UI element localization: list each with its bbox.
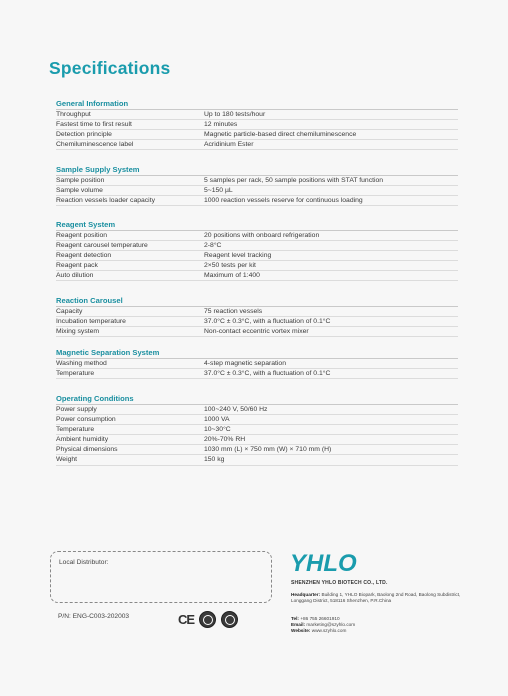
email-label: Email: <box>291 622 306 628</box>
spec-value: 4-step magnetic separation <box>204 360 286 367</box>
spec-key: Temperature <box>56 426 95 434</box>
spec-value: 2-8°C <box>204 242 222 250</box>
spec-key: Power consumption <box>56 416 116 424</box>
section-heading: General Information <box>56 98 458 110</box>
spec-row <box>56 359 458 369</box>
spec-value: 20%-70% RH <box>204 436 246 444</box>
spec-value: Reagent level tracking <box>204 252 272 260</box>
spec-section <box>56 164 458 206</box>
spec-key: Detection principle <box>56 131 112 139</box>
spec-key: Reagent carousel temperature <box>56 242 148 250</box>
contact-block <box>291 616 471 635</box>
spec-row <box>56 251 458 261</box>
yhlo-logo <box>290 549 370 580</box>
spec-value: 1000 VA <box>204 416 230 424</box>
section-heading: Sample Supply System <box>56 164 458 176</box>
spec-row <box>56 435 458 445</box>
company-name: SHENZHEN YHLO BIOTECH CO., LTD. <box>291 580 388 586</box>
spec-row <box>56 271 458 281</box>
page-title: Specifications <box>49 58 171 78</box>
spec-row <box>56 317 458 327</box>
spec-value: Maximum of 1:400 <box>204 272 260 280</box>
tel-value: +86 755 26601910 <box>300 616 340 621</box>
spec-row <box>56 186 458 196</box>
spec-value: 12 minutes <box>204 121 238 129</box>
spec-key: Reagent position <box>56 232 108 239</box>
spec-section <box>56 393 458 466</box>
spec-key: Reagent detection <box>56 252 112 260</box>
spec-value: 20 positions with onboard refrigeration <box>204 232 320 239</box>
spec-key: Washing method <box>56 360 107 367</box>
spec-key: Chemiluminescence label <box>56 141 134 149</box>
spec-row <box>56 415 458 425</box>
spec-key: Weight <box>56 456 78 464</box>
hq-label: Headquarter: <box>291 592 321 597</box>
ce-mark: CE <box>178 612 195 627</box>
spec-value: Non-contact eccentric vortex mixer <box>204 328 309 336</box>
spec-row <box>56 130 458 140</box>
spec-row <box>56 307 458 317</box>
spec-row <box>56 369 458 379</box>
spec-row <box>56 455 458 465</box>
tel-label: Tel: <box>291 616 299 621</box>
spec-row <box>56 231 458 241</box>
spec-value: 1000 reaction vessels reserve for continuous loading <box>204 197 363 205</box>
spec-key: Capacity <box>56 308 83 315</box>
certification-marks <box>178 611 238 628</box>
spec-value: 37.0°C ± 0.3°C, with a fluctuation of 0.1°C <box>204 370 331 378</box>
spec-key: Mixing system <box>56 328 100 336</box>
spec-row <box>56 445 458 455</box>
spec-value: 5 samples per rack, 50 sample positions with STAT function <box>204 177 384 184</box>
spec-value: Magnetic particle-based direct chemiluminescence <box>204 131 357 139</box>
spec-value: 100~240 V, 50/60 Hz <box>204 406 268 413</box>
local-distributor-box <box>50 551 272 603</box>
spec-row <box>56 176 458 186</box>
headquarter-address <box>291 592 471 604</box>
spec-key: Fastest time to first result <box>56 121 132 129</box>
section-heading: Reagent System <box>56 219 458 231</box>
part-number: P/N: ENG-C003-202003 <box>58 613 130 620</box>
web-label: Website: <box>291 628 311 634</box>
email-value[interactable]: marketing@szyhlo.com <box>306 622 356 628</box>
section-heading: Magnetic Separation System <box>56 347 458 359</box>
spec-value: 5~150 µL <box>204 187 233 195</box>
spec-section <box>56 219 458 281</box>
spec-value: 10~30°C <box>204 426 231 434</box>
local-distributor-label: Local Distributor: <box>59 559 109 566</box>
spec-row <box>56 327 458 337</box>
spec-value: 75 reaction vessels <box>204 308 263 315</box>
spec-row <box>56 110 458 120</box>
spec-key: Throughput <box>56 111 91 118</box>
spec-key: Auto dilution <box>56 272 94 280</box>
spec-section <box>56 295 458 337</box>
section-heading: Reaction Carousel <box>56 295 458 307</box>
spec-key: Sample position <box>56 177 105 184</box>
spec-row <box>56 196 458 206</box>
spec-key: Power supply <box>56 406 97 413</box>
section-heading: Operating Conditions <box>56 393 458 405</box>
spec-key: Sample volume <box>56 187 103 195</box>
tuv-seal-icon <box>199 611 216 628</box>
spec-value: 150 kg <box>204 456 225 464</box>
web-value[interactable]: www.szyhlo.com <box>311 628 347 634</box>
spec-value: Acridinium Ester <box>204 141 254 149</box>
hq-text: Building 1, YHLO Biopark, Baolong 2nd Road, Baolong Subdistrict, Longgang District, 518116 Shenzhen, P.R.China <box>291 592 461 604</box>
spec-value: 2×50 tests per kit <box>204 262 256 270</box>
spec-key: Physical dimensions <box>56 446 118 454</box>
spec-value: Up to 180 tests/hour <box>204 111 266 118</box>
spec-row <box>56 140 458 150</box>
spec-row <box>56 120 458 130</box>
spec-row <box>56 261 458 271</box>
spec-row <box>56 425 458 435</box>
spec-key: Reagent pack <box>56 262 98 270</box>
tuv-seal-icon-2 <box>221 611 238 628</box>
spec-key: Ambient humidity <box>56 436 109 444</box>
spec-key: Incubation temperature <box>56 318 126 326</box>
spec-value: 37.0°C ± 0.3°C, with a fluctuation of 0.1°C <box>204 318 331 326</box>
spec-section <box>56 98 458 150</box>
spec-value: 1030 mm (L) × 750 mm (W) × 710 mm (H) <box>204 446 332 454</box>
spec-row <box>56 405 458 415</box>
spec-section <box>56 347 458 379</box>
spec-key: Reaction vessels loader capacity <box>56 197 155 205</box>
spec-row <box>56 241 458 251</box>
spec-key: Temperature <box>56 370 95 378</box>
logo-text: YHLO <box>290 550 357 575</box>
